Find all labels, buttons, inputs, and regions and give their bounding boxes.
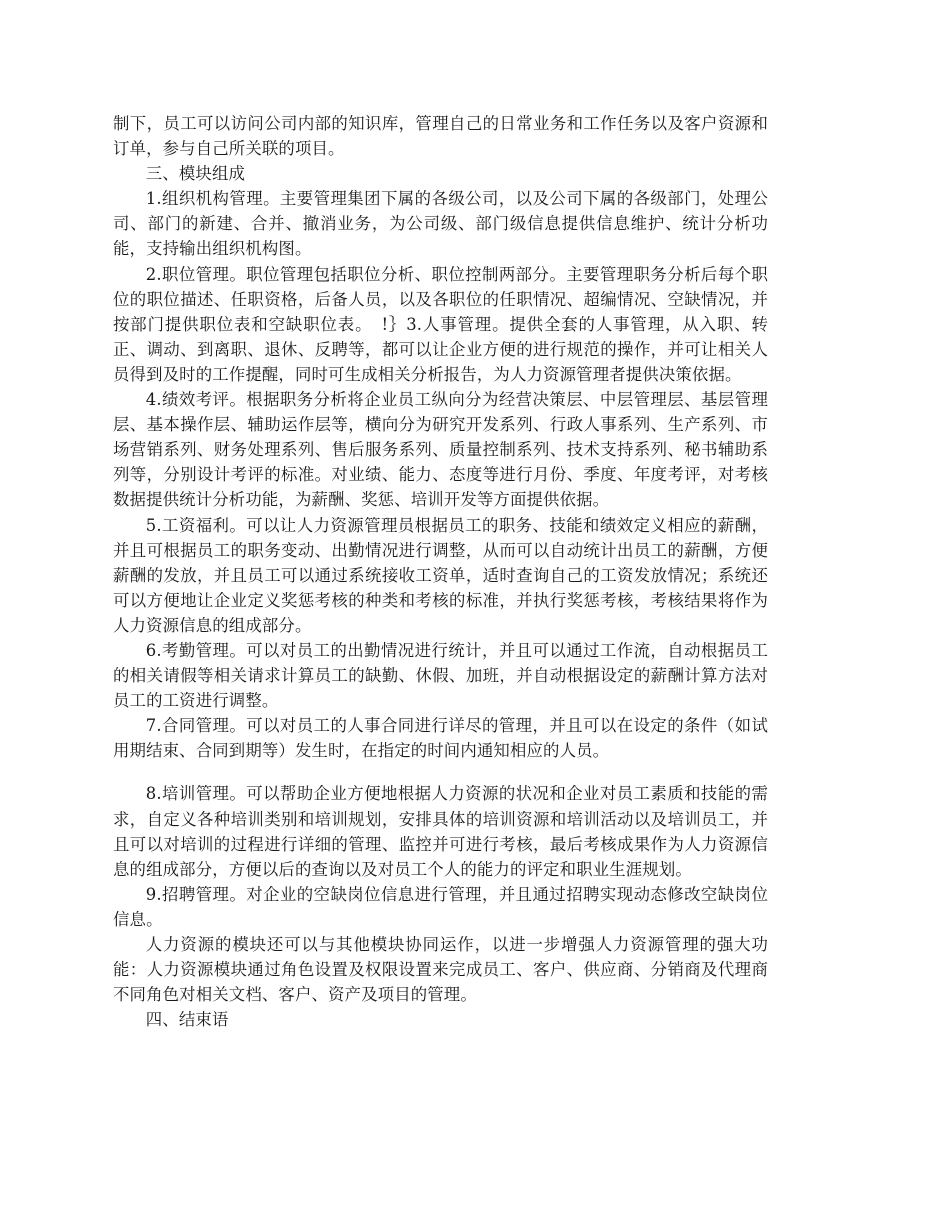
paragraph-salary-benefits: 5.工资福利。可以让人力资源管理员根据员工的职务、技能和绩效定义相应的薪酬，并且可根据员工的职务变动、出勤情况进行调整，从而可以自动统计出员工的薪酬，方便薪酬的发放，并且员工可以通过系统接收工资单，适时查询自己的工资发放情况；系统还可以方便地让企业定义奖惩考核的种类和考核的标准，并执行奖惩考核，考核结果将作为人力资源信息的组成部分。 (113, 515, 768, 635)
paragraph-performance: 4.绩效考评。根据职务分析将企业员工纵向分为经营决策层、中层管理层、基层管理层、基本操作层、辅助运作层等，横向分为研究开发系列、行政人事系列、生产系列、市场营销系列、财务处理系列、售后服务系列、质量控制系列、技术支持系列、秘书辅助系列等，分别设计考评的标准。对业绩、能力、态度等进行月份、季度、年度考评，对考核数据提供统计分析功能，为薪酬、奖惩、培训开发等方面提供依据。 (113, 390, 768, 510)
paragraph-module-collaboration: 人力资源的模块还可以与其他模块协同运作，以进一步增强人力资源管理的强大功能：人力资源模块通过角色设置及权限设置来完成员工、客户、供应商、分销商及代理商不同角色对相关文档、客户、资产及项目的管理。 (113, 935, 768, 1005)
section-heading-modules: 三、模块组成 (145, 164, 246, 184)
paragraph-intro-continuation: 制下，员工可以访问公司内部的知识库，管理自己的日常业务和工作任务以及客户资源和订单，参与自己所关联的项目。 (113, 114, 768, 159)
section-heading-conclusion: 四、结束语 (145, 1010, 229, 1030)
paragraph-training: 8.培训管理。可以帮助企业方便地根据人力资源的状况和企业对员工素质和技能的需求，自定义各种培训类别和培训规划，安排具体的培训资源和培训活动以及培训员工，并且可以对培训的过程进行详细的管理、监控并可进行考核，最后考核成果作为人力资源信息的组成部分，方便以后的查询以及对员工个人的能力的评定和职业生涯规划。 (113, 784, 768, 879)
paragraph-org-management: 1.组织机构管理。主要管理集团下属的各级公司，以及公司下属的各级部门，处理公司、部门的新建、合并、撤消业务，为公司级、部门级信息提供信息维护、统计分析功能，支持输出组织机构图。 (113, 189, 768, 259)
document-body (113, 111, 768, 1032)
paragraph-position-personnel: 2.职位管理。职位管理包括职位分析、职位控制两部分。主要管理职务分析后每个职位的职位描述、任职资格，后备人员，以及各职位的任职情况、超编情况、空缺情况，并按部门提供职位表和空缺职位表。 !｝3.人事管理。提供全套的人事管理，从入职、转正、调动、到离职、退休、反聘等，都可以让企业方便的进行规范的操作，并可让相关人员得到及时的工作提醒，同时可生成相关分析报告，为人力资源管理者提供决策依据。 (113, 264, 768, 384)
paragraph-contract: 7.合同管理。可以对员工的人事合同进行详尽的管理，并且可以在设定的条件（如试用期结束、合同到期等）发生时，在指定的时间内通知相应的人员。 (113, 716, 768, 761)
paragraph-attendance: 6.考勤管理。可以对员工的出勤情况进行统计，并且可以通过工作流，自动根据员工的相关请假等相关请求计算员工的缺勤、休假、加班，并自动根据设定的薪酬计算方法对员工的工资进行调整。 (113, 640, 768, 711)
paragraph-spacer (113, 763, 768, 781)
paragraph-recruitment: 9.招聘管理。对企业的空缺岗位信息进行管理，并且通过招聘实现动态修改空缺岗位信息。 (113, 884, 768, 929)
